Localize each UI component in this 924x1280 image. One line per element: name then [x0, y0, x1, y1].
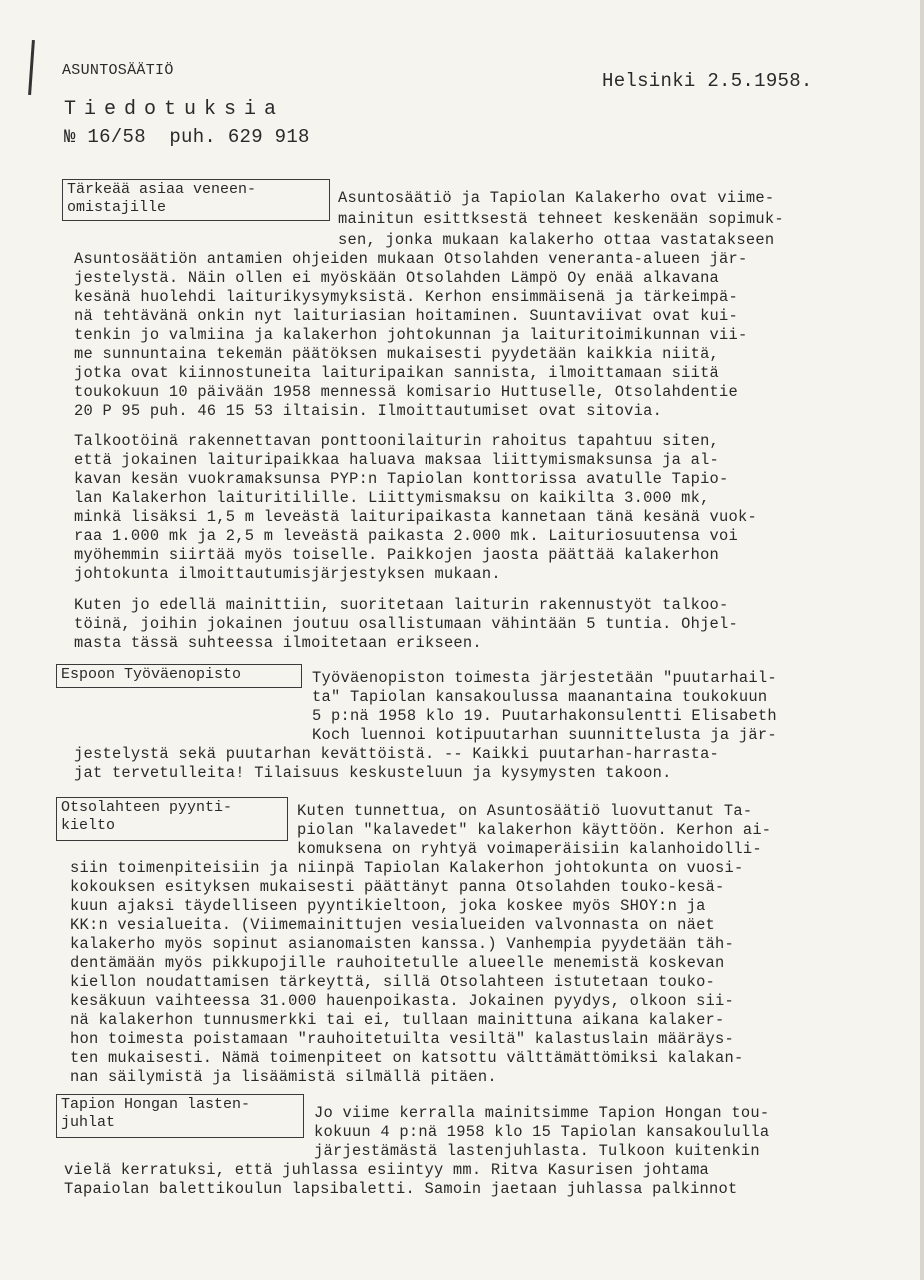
text-line: johtokunta ilmoittautumisjärjestyksen mukaan. [74, 565, 501, 583]
text-line: masta tässä suhteessa ilmoitetaan erikseen. [74, 634, 482, 652]
text-line: jestelystä. Näin ollen ei myöskään Otsolahden Lämpö Oy enää alkavana [74, 269, 720, 287]
text-line: raa 1.000 mk ja 2,5 m leveästä paikasta 2.000 mk. Laituriosuutensa voi [74, 527, 739, 545]
text-line: Kuten jo edellä mainittiin, suoritetaan laiturin rakennustyöt talkoo- [74, 596, 729, 614]
text-line: mainitun esittksestä tehneet keskenään sopimuk- [338, 210, 784, 228]
text-line: lan Kalakerhon laituritilille. Liittymismaksu on kaikilta 3.000 mk, [74, 489, 710, 507]
text-line: järjestämästä lastenjuhlasta. Tulkoon kuitenkin [314, 1142, 760, 1160]
text-line: KK:n vesialueita. (Viimemainittujen vesialueiden valvonnasta on näet [70, 916, 716, 934]
text-line: siin toimenpiteisiin ja niinpä Tapiolan Kalakerhon johtokunta on vuosi- [70, 859, 744, 877]
text-line: nan säilymistä ja lisäämistä silmällä pitäen. [70, 1068, 497, 1086]
issue-number-phone: № 16/58 puh. 629 918 [64, 126, 310, 148]
text-line: Kuten tunnettua, on Asuntosäätiö luovuttanut Ta- [297, 802, 753, 820]
text-line: sen, jonka mukaan kalakerho ottaa vastatakseen [338, 231, 775, 249]
text-line: minkä lisäksi 1,5 m leveästä laituripaikasta kannetaan tänä kesänä vuok- [74, 508, 757, 526]
section-heading-line: Otsolahteen pyynti- [61, 799, 233, 816]
handwritten-mark [28, 40, 35, 95]
text-line: myöhemmin siirtää myös toiselle. Paikkojen jaosta päättää kalakerhon [74, 546, 720, 564]
text-line: kesänä huolehdi laiturikysymyksistä. Kerhon ensimmäisenä ja tärkeimpä- [74, 288, 739, 306]
text-line: Asuntosäätiö ja Tapiolan Kalakerho ovat viime- [338, 189, 775, 207]
text-line: nä tehtävänä onkin nyt laituriasian hoitaminen. Suuntaviivat ovat kui- [74, 307, 739, 325]
text-line: kiellon noudattamisen tärkeyttä, sillä Otsolahteen istutetaan touko- [70, 973, 716, 991]
text-line: jotka ovat kiinnostuneita laituripaikan sannista, ilmoittamaan siitä [74, 364, 720, 382]
text-line: komuksena on ryhtyä voimaperäisiin kalanhoidolli- [297, 840, 762, 858]
text-line: nä kalakerhon tunnusmerkki tai ei, tullaan mainittuna aikana kalaker- [70, 1011, 725, 1029]
section-heading-box [56, 664, 302, 688]
text-line: kuun ajaksi täydelliseen pyyntikieltoon, joka koskee myös SHOY:n ja [70, 897, 706, 915]
section-heading-box [56, 797, 288, 841]
text-line: Jo viime kerralla mainitsimme Tapion Hongan tou- [314, 1104, 770, 1122]
text-line: Talkootöinä rakennettavan ponttoonilaiturin rahoitus tapahtuu siten, [74, 432, 720, 450]
text-line: kokuun 4 p:nä 1958 klo 15 Tapiolan kansakoululla [314, 1123, 770, 1141]
text-line: että jokainen laituripaikkaa haluava maksaa liittymismaksunsa ja al- [74, 451, 720, 469]
text-line: kokouksen esityksen mukaisesti päättänyt panna Otsolahden touko-kesä- [70, 878, 725, 896]
text-line: jat tervetulleita! Tilaisuus keskusteluun ja kysymysten takoon. [74, 764, 672, 782]
text-line: 5 p:nä 1958 klo 19. Puutarhakonsulentti Elisabeth [312, 707, 777, 725]
section-heading-line: Tärkeää asiaa veneen- [67, 181, 257, 198]
text-line: jestelystä sekä puutarhan kevättöistä. -- Kaikki puutarhan-harrasta- [74, 745, 720, 763]
text-line: hon toimesta poistamaan "rauhoitetuilta vesiltä" kalastuslain määräys- [70, 1030, 735, 1048]
text-line: ta" Tapiolan kansakoulussa maanantaina toukokuun [312, 688, 768, 706]
text-line: me sunnuntaina tekemän päätöksen mukaisesti pyydetään kaikkia niitä, [74, 345, 720, 363]
text-line: Asuntosäätiön antamien ohjeiden mukaan Otsolahden veneranta-alueen jär- [74, 250, 748, 268]
text-line: dentämään myös pikkupojille rauhoitetulle alueelle menemistä koskevan [70, 954, 725, 972]
section-heading-line: omistajille [67, 199, 167, 216]
text-line: Työväenopiston toimesta järjestetään "puutarhail- [312, 669, 777, 687]
bulletin-title: Tiedotuksia [64, 98, 285, 121]
text-line: töinä, joihin jokainen joutuu osallistumaan vähintään 5 tuntia. Ohjel- [74, 615, 739, 633]
text-line: toukokuun 10 päivään 1958 mennessä komisario Huttuselle, Otsolahdentie [74, 383, 739, 401]
text-line: ten mukaisesti. Nämä toimenpiteet on katsottu välttämättömiksi kalakan- [70, 1049, 744, 1067]
text-line: kavan kesän vuokramaksunsa PYP:n Tapiolan konttorissa avatulle Tapio- [74, 470, 729, 488]
section-heading-line: juhlat [61, 1114, 116, 1131]
section-heading-line: kielto [61, 817, 116, 834]
date-line: Helsinki 2.5.1958. [602, 70, 813, 92]
text-line: kesäkuun vaihteessa 31.000 hauenpoikasta. Jokainen pyydys, olkoon sii- [70, 992, 735, 1010]
section-heading-line: Espoon Työväenopisto [61, 666, 242, 683]
section-heading-box [56, 1094, 304, 1138]
text-line: piolan "kalavedet" kalakerhon käyttöön. Kerhon ai- [297, 821, 772, 839]
text-line: 20 P 95 puh. 46 15 53 iltaisin. Ilmoittautumiset ovat sitovia. [74, 402, 663, 420]
text-line: kalakerho myös sopinut asianomaisten kanssa.) Vanhempia pyydetään täh- [70, 935, 735, 953]
text-line: tenkin jo valmiina ja kalakerhon johtokunnan ja laituritoimikunnan vii- [74, 326, 748, 344]
section-heading-box [62, 179, 330, 221]
organization-name: ASUNTOSÄÄTIÖ [62, 62, 174, 79]
section-heading-line: Tapion Hongan lasten- [61, 1096, 251, 1113]
text-line: vielä kerratuksi, että juhlassa esiintyy mm. Ritva Kasurisen johtama [64, 1161, 710, 1179]
text-line: Koch luennoi kotipuutarhan suunnittelusta ja jär- [312, 726, 777, 744]
page-edge-shadow [920, 0, 924, 1280]
text-line: Tapaiolan balettikoulun lapsibaletti. Samoin jaetaan juhlassa palkinnot [64, 1180, 738, 1198]
